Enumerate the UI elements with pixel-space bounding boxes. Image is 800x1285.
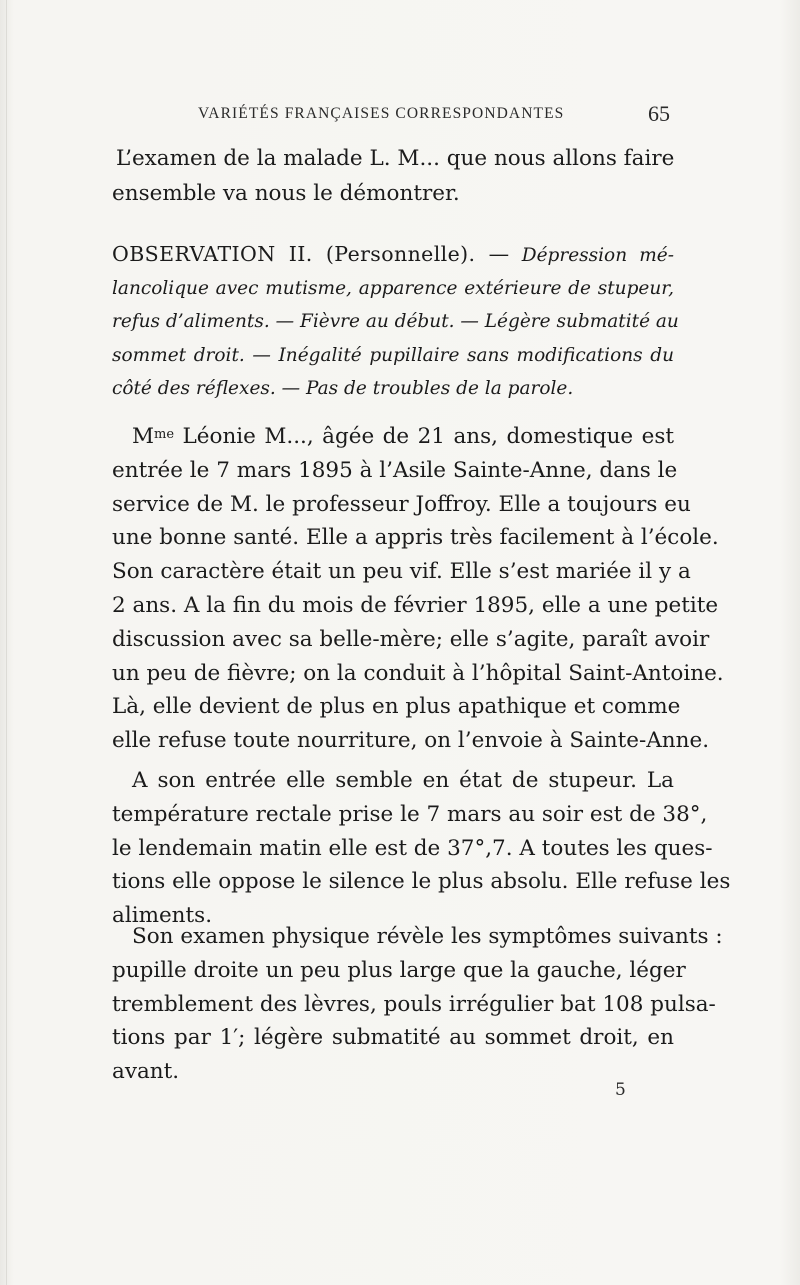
paragraph-line: une bonne santé. Elle a appris très facilement à l’école.: [112, 525, 719, 551]
paragraph-line: avant.: [112, 1059, 180, 1085]
title-abbrev: M: [132, 424, 155, 449]
observation-line-1: [112, 238, 674, 272]
paragraph-line: tions elle oppose le silence le plus absolu. Elle refuse les: [112, 869, 731, 895]
running-head: VARIÉTÉS FRANÇAISES CORRESPONDANTES: [198, 105, 565, 122]
paragraph-line: température rectale prise le 7 mars au soir est de 38°,: [112, 801, 708, 827]
page-number: 65: [648, 101, 670, 126]
signature-mark: 5: [615, 1080, 626, 1100]
paragraph-line: tremblement des lèvres, pouls irrégulier bat 108 pulsa-: [112, 991, 716, 1017]
paragraph-case-history: [112, 418, 724, 758]
page-header: [110, 103, 670, 129]
paragraph-admission: [112, 764, 731, 933]
title-superscript: me: [154, 427, 175, 442]
page-edge-shadow: [6, 0, 7, 1285]
paragraph-line: Son examen physique révèle les symptômes suivants :: [132, 924, 723, 949]
observation-line-3: refus d’aliments. — Fièvre au début. — Légère submatité au: [112, 311, 679, 333]
observation-line-4: sommet droit. — Inégalité pupillaire sans modifications du: [112, 344, 674, 366]
paragraph-line: aliments.: [112, 903, 213, 929]
observation-heading: OBSERVATION II. (Personnelle). —: [112, 242, 510, 266]
intro-line-1: L’examen de la malade L. M... que nous allons faire: [116, 146, 675, 171]
intro-line-2: ensemble va nous le démontrer.: [112, 181, 460, 206]
observation-line-5: côté des réflexes. — Pas de troubles de la parole.: [112, 377, 574, 399]
paragraph-line-text: Léonie M..., âgée de 21 ans, domestique est: [174, 424, 674, 449]
observation-line-2: lancolique avec mutisme, apparence extérieure de stupeur,: [112, 278, 674, 300]
paragraph-physical-exam: [112, 920, 723, 1089]
paragraph-line: service de M. le professeur Joffroy. Elle a toujours eu: [112, 491, 691, 517]
paragraph-line: [112, 418, 674, 454]
paragraph-line: pupille droite un peu plus large que la gauche, léger: [112, 957, 686, 983]
paragraph-line: Son caractère était un peu vif. Elle s’est mariée il y a: [112, 559, 691, 585]
paragraph-line: discussion avec sa belle-mère; elle s’agite, paraît avoir: [112, 626, 710, 652]
paragraph-line: A son entrée elle semble en état de stupeur. La: [132, 768, 674, 793]
paragraph-line: le lendemain matin elle est de 37°,7. A toutes les ques-: [112, 835, 713, 861]
paragraph-line: 2 ans. A la fin du mois de février 1895, elle a une petite: [112, 592, 719, 618]
observation-summary: [112, 238, 679, 405]
observation-line-1-rest: Dépression mé-: [521, 245, 675, 266]
paragraph-line: un peu de fièvre; on la conduit à l’hôpital Saint-Antoine.: [112, 660, 724, 686]
paragraph-line: tions par 1′; légère submatité au sommet droit, en: [112, 1025, 674, 1051]
paragraph-line: elle refuse toute nourriture, on l’envoie à Sainte-Anne.: [112, 728, 710, 754]
paragraph-line: entrée le 7 mars 1895 à l’Asile Sainte-Anne, dans le: [112, 457, 678, 483]
paragraph-line: Là, elle devient de plus en plus apathique et comme: [112, 694, 681, 720]
